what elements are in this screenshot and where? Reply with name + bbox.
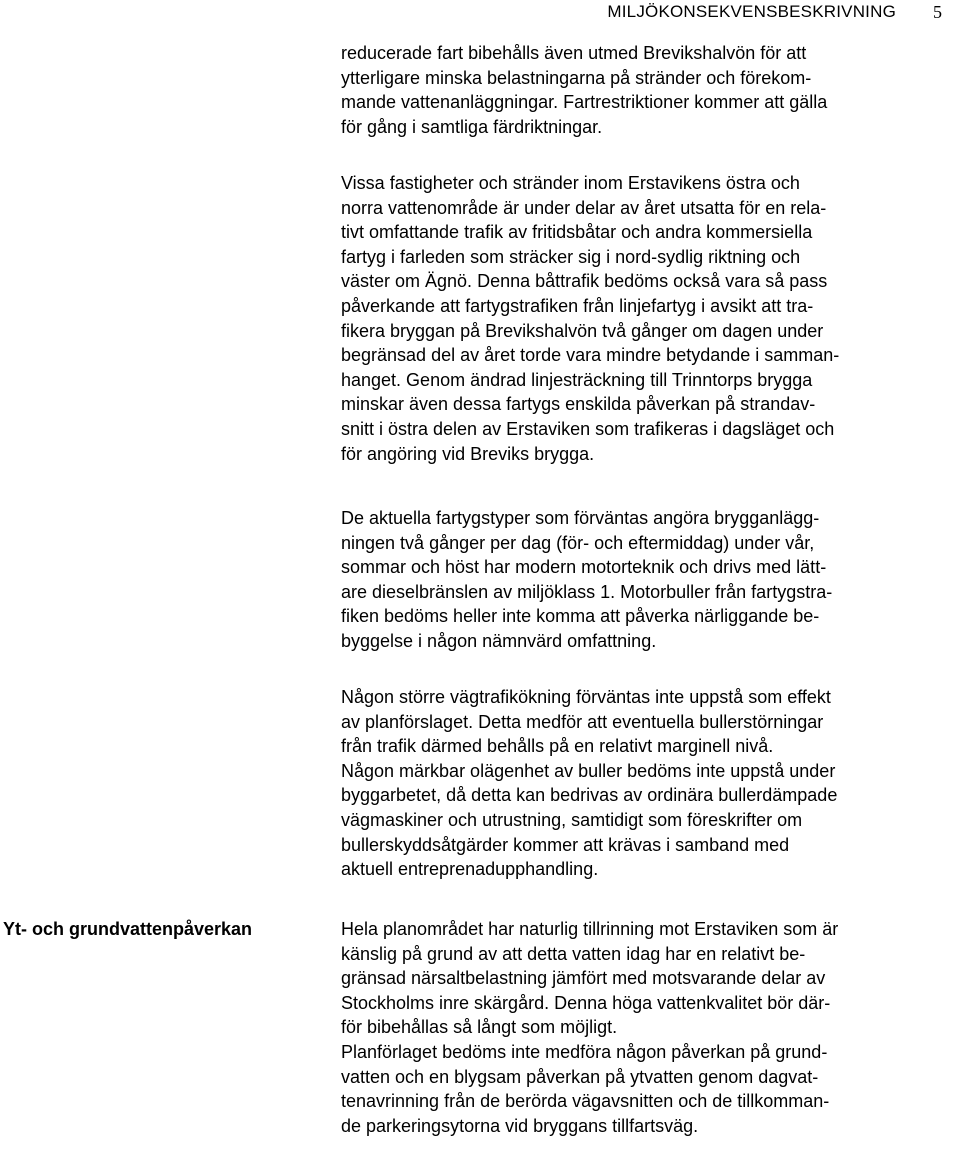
text-line: De aktuella fartygstyper som förväntas angöra brygganlägg- — [341, 508, 820, 528]
text-line: reducerade fart bibehålls även utmed Brevikshalvön för att — [341, 43, 807, 63]
text-line: are dieselbränslen av miljöklass 1. Motorbuller från fartygstra- — [341, 581, 833, 602]
page-number: 5 — [933, 2, 942, 22]
text-line: Planförlaget bedöms inte medföra någon påverkan på grund- — [341, 1041, 828, 1062]
text-line: känslig på grund av att detta vatten idag har en relativt be- — [341, 943, 806, 964]
text-line: de parkeringsytorna vid bryggans tillfartsväg. — [341, 1115, 699, 1136]
text-line: minskar även dessa fartygs enskilda påverkan på strandav- — [341, 394, 816, 415]
text-line: gränsad närsaltbelastning jämfört med motsvarande delar av — [341, 968, 826, 989]
text-line: ningen två gånger per dag (för- och eftermiddag) under vår, — [341, 532, 815, 553]
paragraph-ship-types — [341, 506, 959, 654]
text-line: sommar och höst har modern motorteknik och drivs med lätt- — [341, 557, 827, 578]
text-line: byggarbetet, då detta kan bedrivas av ordinära bullerdämpade — [341, 785, 838, 806]
text-line: vägmaskiner och utrustning, samtidigt som föreskrifter om — [341, 809, 803, 830]
paragraph-road-traffic-noise — [341, 685, 959, 882]
text-line: mande vattenanläggningar. Fartrestriktioner kommer att gälla — [341, 92, 828, 113]
text-line: väster om Ägnö. Denna båttrafik bedöms också vara så pass — [341, 271, 828, 292]
text-line: ytterligare minska belastningarna på stränder och förekom- — [341, 67, 812, 88]
text-line: fartyg i farleden som sträcker sig i nord-sydlig riktning och — [341, 246, 801, 267]
text-line: Någon märkbar olägenhet av buller bedöms inte uppstå under — [341, 760, 836, 781]
text-line: fiken bedöms heller inte komma att påverka närliggande be- — [341, 606, 820, 627]
text-line: för angöring vid Breviks brygga. — [341, 443, 595, 464]
text-line: byggelse i någon nämnvärd omfattning. — [341, 630, 657, 651]
text-line: aktuell entreprenadupphandling. — [341, 859, 599, 880]
text-line: från trafik därmed behålls på en relativt marginell nivå. — [341, 736, 774, 757]
text-line: fikera bryggan på Brevikshalvön två gånger om dagen under — [341, 320, 824, 341]
paragraph-boat-traffic — [341, 171, 959, 466]
page-header — [0, 0, 960, 24]
text-line: norra vattenområde är under delar av året utsatta för en rela- — [341, 197, 827, 218]
text-line: vatten och en blygsam påverkan på ytvatten genom dagvat- — [341, 1066, 819, 1087]
text-line: för bibehållas så långt som möjligt. — [341, 1017, 618, 1038]
text-line: tenavrinning från de berörda vägavsnitten och de tillkomman- — [341, 1091, 830, 1112]
text-line: Stockholms inre skärgård. Denna höga vattenkvalitet bör där- — [341, 992, 831, 1013]
text-line: av planförslaget. Detta medför att eventuella bullerstörningar — [341, 711, 824, 732]
section-heading-water-impact: Yt- och grundvattenpåverkan — [3, 919, 253, 939]
text-line: för gång i samtliga färdriktningar. — [341, 116, 603, 137]
text-line: Vissa fastigheter och stränder inom Erstavikens östra och — [341, 173, 800, 193]
paragraph-ferry-speed — [341, 41, 959, 139]
text-line: påverkande att fartygstrafiken från linjefartyg i avsikt att tra- — [341, 295, 814, 316]
text-line: Någon större vägtrafikökning förväntas inte uppstå som effekt — [341, 687, 831, 707]
text-line: Hela planområdet har naturlig tillrinning mot Erstaviken som är — [341, 919, 839, 939]
text-line: tivt omfattande trafik av fritidsbåtar och andra kommersiella — [341, 222, 813, 243]
text-line: snitt i östra delen av Erstaviken som trafikeras i dagsläget och — [341, 418, 835, 439]
text-line: bullerskyddsåtgärder kommer att krävas i samband med — [341, 834, 790, 855]
paragraph-water-impact — [341, 917, 959, 1138]
text-line: begränsad del av året torde vara mindre betydande i samman- — [341, 345, 840, 366]
document-title: MILJÖKONSEKVENSBESKRIVNING — [607, 2, 896, 21]
text-line: hanget. Genom ändrad linjesträckning till Trinntorps brygga — [341, 369, 813, 390]
